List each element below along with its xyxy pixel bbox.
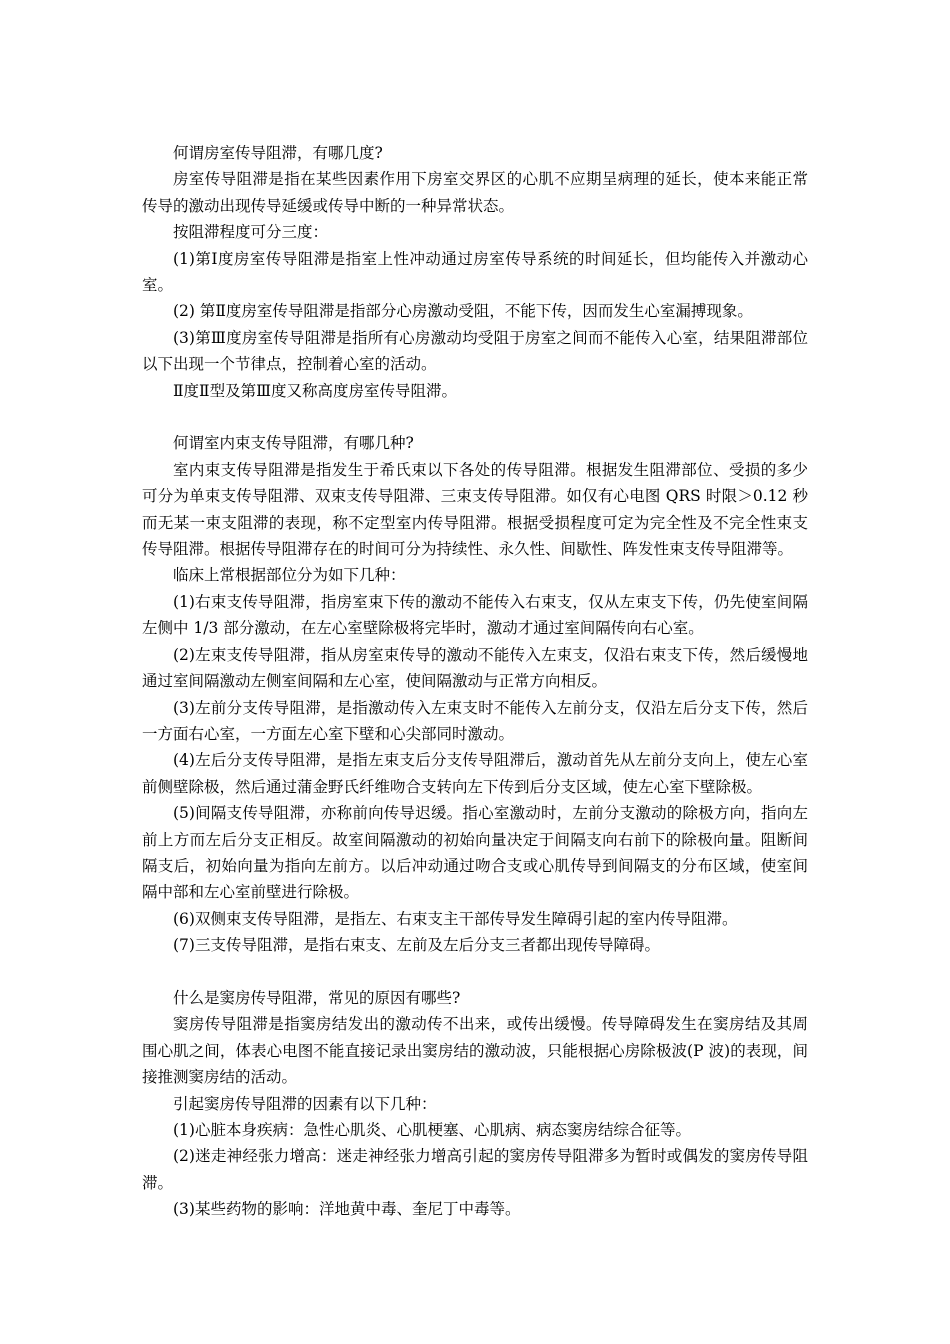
- paragraph: (3)左前分支传导阻滞，是指激动传入左束支时不能传入左前分支，仅沿左后分支下传，然后一方面右心室，一方面左心室下壁和心尖部同时激动。: [142, 698, 808, 743]
- paragraph: 按阻滞程度可分三度：: [173, 223, 329, 242]
- section-av-block: [142, 140, 808, 404]
- paragraph: (3)第Ⅲ度房室传导阻滞是指所有心房激动均受阻于房室之间而不能传入心室，结果阻滞部位以下出现一个节律点，控制着心室的活动。: [142, 328, 808, 374]
- paragraph: (5)间隔支传导阻滞，亦称前向传导迟缓。指心室激动时，左前分支激动的除极方向，指向左前上方而左后分支正相反。故室间隔激动的初始向量决定于间隔支向右前下的除极向量。阻断间隔支后，初始向量为指向左前方。以后冲动通过吻合支或心肌传导到间隔支的分布区域，使室间隔中部和左心室前壁进行除极。: [142, 804, 808, 902]
- document-body: [142, 140, 808, 1223]
- paragraph: Ⅱ度Ⅱ型及第Ⅲ度又称高度房室传导阻滞。: [173, 381, 458, 400]
- paragraph: (7)三支传导阻滞，是指右束支、左前及左后分支三者都出现传导障碍。: [173, 936, 660, 955]
- paragraph: (6)双侧束支传导阻滞，是指左、右束支主干部传导发生障碍引起的室内传导阻滞。: [173, 909, 738, 928]
- paragraph: (1)右束支传导阻滞，指房室束下传的激动不能传入右束支，仅从左束支下传，仍先使室间隔左侧中 1/3 部分激动，在左心室壁除极将完毕时，激动才通过室间隔传向右心室。: [142, 592, 808, 638]
- paragraph: 房室传导阻滞是指在某些因素作用下房室交界区的心肌不应期呈病理的延长，使本来能正常传导的激动出现传导延缓或传导中断的一种异常状态。: [142, 170, 808, 215]
- paragraph: 临床上常根据部位分为如下几种：: [173, 566, 406, 585]
- paragraph: (2)迷走神经张力增高：迷走神经张力增高引起的窦房传导阻滞多为暂时或偶发的窦房传导阻滞。: [142, 1147, 808, 1192]
- section-heading: 什么是窦房传导阻滞，常见的原因有哪些?: [173, 988, 461, 1007]
- paragraph: (1)第Ⅰ度房室传导阻滞是指室上性冲动通过房室传导系统的时间延长，但均能传入并激动心室。: [142, 249, 808, 295]
- section-heading: 何谓房室传导阻滞，有哪几度?: [173, 144, 383, 162]
- paragraph: (2)左束支传导阻滞，指从房室束传导的激动不能传入左束支，仅沿右束支下传，然后缓慢地通过室间隔激动左侧室间隔和左心室，使间隔激动与正常方向相反。: [142, 645, 808, 691]
- paragraph: (1)心脏本身疾病：急性心肌炎、心肌梗塞、心肌病、病态窦房结综合征等。: [173, 1121, 691, 1139]
- section-heading: 何谓室内束支传导阻滞，有哪几种?: [173, 434, 414, 453]
- section-sa-block: [142, 985, 808, 1223]
- paragraph: 窦房传导阻滞是指窦房结发出的激动传不出来，或传出缓慢。传导障碍发生在窦房结及其周围心肌之间，体表心电图不能直接记录出窦房结的激动波，只能根据心房除极波(P 波)的表现，间接推测窦房结的活动。: [142, 1015, 808, 1087]
- paragraph: (3)某些药物的影响：洋地黄中毒、奎尼丁中毒等。: [173, 1200, 521, 1219]
- paragraph: 引起窦房传导阻滞的因素有以下几种：: [173, 1094, 437, 1113]
- paragraph: (2) 第Ⅱ度房室传导阻滞是指部分心房激动受阻，不能下传，因而发生心室漏搏现象。: [173, 302, 753, 321]
- paragraph: 室内束支传导阻滞是指发生于希氏束以下各处的传导阻滞。根据发生阻滞部位、受损的多少可分为单束支传导阻滞、双束支传导阻滞、三束支传导阻滞。如仅有心电图 QRS 时限＞0.12 秒而无某一束支阻滞的表现，称不定型室内传导阻滞。根据受损程度可定为完全性及不完全性束支传导阻滞。根据传导阻滞存在的时间可分为持续性、永久性、间歇性、阵发性束支传导阻滞等。: [142, 460, 808, 559]
- section-bundle-branch-block: [142, 430, 808, 958]
- paragraph: (4)左后分支传导阻滞，是指左束支后分支传导阻滞后，激动首先从左前分支向上，使左心室前侧壁除极，然后通过蒲金野氏纤维吻合支转向左下传到后分支区域，使左心室下壁除极。: [142, 751, 808, 796]
